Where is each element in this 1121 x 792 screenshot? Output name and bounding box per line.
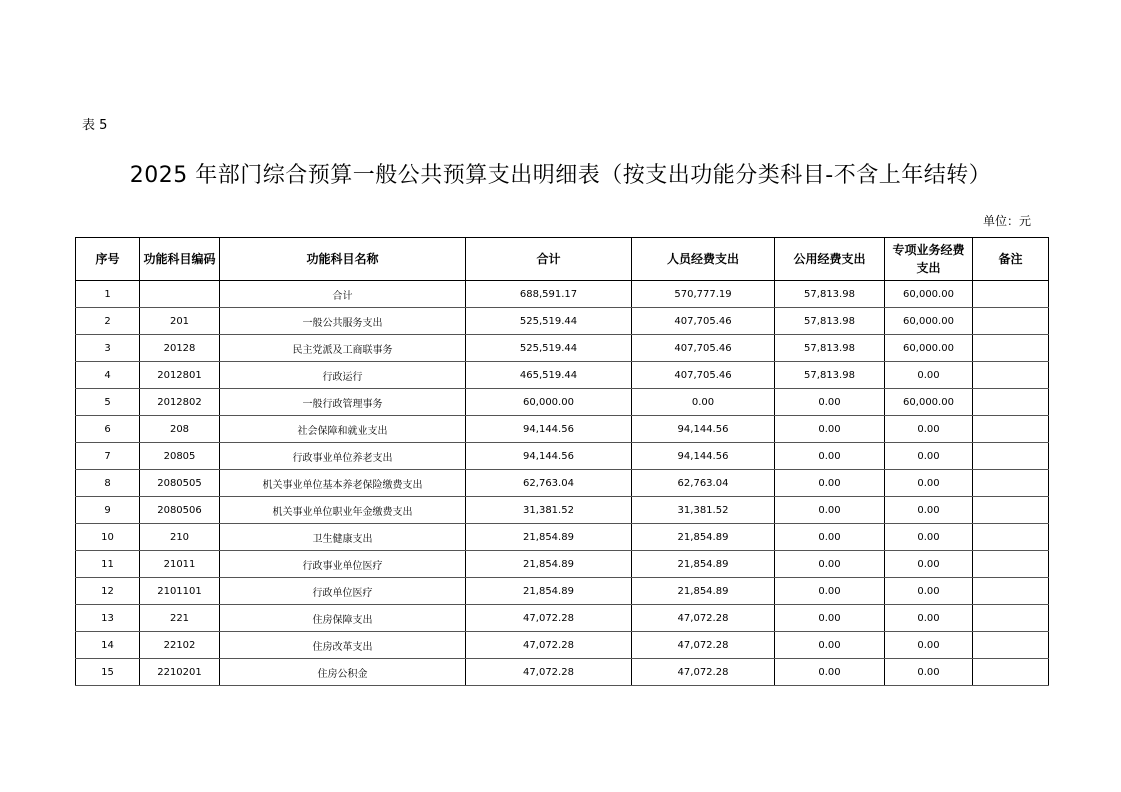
header-seq: 序号 [76, 238, 140, 281]
cell-personnel: 570,777.19 [632, 281, 775, 308]
table-row [76, 308, 1049, 335]
cell-special: 0.00 [885, 443, 973, 470]
cell-remark [973, 308, 1049, 335]
table-row [76, 659, 1049, 686]
cell-total: 94,144.56 [466, 443, 632, 470]
table-row [76, 632, 1049, 659]
cell-personnel: 94,144.56 [632, 416, 775, 443]
cell-personnel: 0.00 [632, 389, 775, 416]
table-row [76, 578, 1049, 605]
table-row [76, 497, 1049, 524]
cell-personnel: 94,144.56 [632, 443, 775, 470]
cell-remark [973, 362, 1049, 389]
cell-total: 62,763.04 [466, 470, 632, 497]
cell-name: 卫生健康支出 [220, 524, 466, 551]
cell-code [140, 281, 220, 308]
budget-expenditure-table [75, 237, 1049, 686]
cell-special: 60,000.00 [885, 281, 973, 308]
cell-remark [973, 578, 1049, 605]
table-number-label: 表 5 [82, 118, 108, 133]
cell-public: 0.00 [775, 578, 885, 605]
cell-name: 行政运行 [220, 362, 466, 389]
cell-personnel: 21,854.89 [632, 578, 775, 605]
cell-public: 0.00 [775, 632, 885, 659]
cell-seq: 11 [76, 551, 140, 578]
cell-name: 民主党派及工商联事务 [220, 335, 466, 362]
cell-total: 94,144.56 [466, 416, 632, 443]
cell-public: 57,813.98 [775, 335, 885, 362]
cell-name: 一般行政管理事务 [220, 389, 466, 416]
table-body [76, 281, 1049, 686]
table-row [76, 470, 1049, 497]
cell-remark [973, 497, 1049, 524]
cell-name: 住房改革支出 [220, 632, 466, 659]
cell-name: 社会保障和就业支出 [220, 416, 466, 443]
cell-public: 0.00 [775, 443, 885, 470]
cell-remark [973, 281, 1049, 308]
cell-personnel: 407,705.46 [632, 335, 775, 362]
cell-seq: 3 [76, 335, 140, 362]
cell-seq: 4 [76, 362, 140, 389]
cell-seq: 10 [76, 524, 140, 551]
cell-name: 合计 [220, 281, 466, 308]
cell-seq: 6 [76, 416, 140, 443]
cell-name: 机关事业单位职业年金缴费支出 [220, 497, 466, 524]
cell-special: 0.00 [885, 632, 973, 659]
cell-total: 21,854.89 [466, 551, 632, 578]
cell-special: 60,000.00 [885, 308, 973, 335]
cell-special: 0.00 [885, 578, 973, 605]
cell-personnel: 31,381.52 [632, 497, 775, 524]
cell-code: 21011 [140, 551, 220, 578]
cell-seq: 5 [76, 389, 140, 416]
table-row [76, 551, 1049, 578]
cell-remark [973, 551, 1049, 578]
header-remark: 备注 [973, 238, 1049, 281]
cell-remark [973, 416, 1049, 443]
table-row [76, 524, 1049, 551]
cell-public: 0.00 [775, 470, 885, 497]
table-row [76, 281, 1049, 308]
cell-code: 20805 [140, 443, 220, 470]
cell-total: 688,591.17 [466, 281, 632, 308]
table-row [76, 335, 1049, 362]
cell-personnel: 47,072.28 [632, 659, 775, 686]
cell-seq: 12 [76, 578, 140, 605]
cell-code: 22102 [140, 632, 220, 659]
cell-code: 210 [140, 524, 220, 551]
cell-total: 47,072.28 [466, 605, 632, 632]
cell-remark [973, 335, 1049, 362]
cell-special: 0.00 [885, 470, 973, 497]
cell-public: 0.00 [775, 416, 885, 443]
cell-special: 60,000.00 [885, 335, 973, 362]
cell-public: 0.00 [775, 605, 885, 632]
cell-total: 21,854.89 [466, 578, 632, 605]
cell-special: 0.00 [885, 497, 973, 524]
cell-seq: 15 [76, 659, 140, 686]
table-row [76, 416, 1049, 443]
cell-name: 住房公积金 [220, 659, 466, 686]
cell-remark [973, 659, 1049, 686]
cell-personnel: 47,072.28 [632, 605, 775, 632]
cell-total: 465,519.44 [466, 362, 632, 389]
cell-code: 221 [140, 605, 220, 632]
cell-code: 2080506 [140, 497, 220, 524]
cell-code: 201 [140, 308, 220, 335]
cell-seq: 2 [76, 308, 140, 335]
cell-name: 一般公共服务支出 [220, 308, 466, 335]
cell-code: 20128 [140, 335, 220, 362]
header-name: 功能科目名称 [220, 238, 466, 281]
cell-total: 60,000.00 [466, 389, 632, 416]
cell-special: 0.00 [885, 362, 973, 389]
unit-label: 单位：元 [982, 214, 1031, 228]
cell-public: 0.00 [775, 497, 885, 524]
cell-special: 0.00 [885, 524, 973, 551]
cell-personnel: 407,705.46 [632, 308, 775, 335]
table-row [76, 389, 1049, 416]
table-row [76, 362, 1049, 389]
cell-code: 2012802 [140, 389, 220, 416]
cell-personnel: 407,705.46 [632, 362, 775, 389]
cell-total: 525,519.44 [466, 308, 632, 335]
cell-personnel: 47,072.28 [632, 632, 775, 659]
cell-public: 0.00 [775, 389, 885, 416]
cell-seq: 7 [76, 443, 140, 470]
cell-special: 0.00 [885, 659, 973, 686]
header-special: 专项业务经费支出 [885, 238, 973, 281]
cell-name: 住房保障支出 [220, 605, 466, 632]
cell-public: 57,813.98 [775, 308, 885, 335]
table-row [76, 605, 1049, 632]
cell-public: 57,813.98 [775, 281, 885, 308]
cell-seq: 8 [76, 470, 140, 497]
cell-public: 0.00 [775, 551, 885, 578]
cell-public: 0.00 [775, 659, 885, 686]
cell-special: 0.00 [885, 416, 973, 443]
page-title: 2025 年部门综合预算一般公共预算支出明细表（按支出功能分类科目-不含上年结转） [129, 163, 992, 188]
cell-name: 行政事业单位养老支出 [220, 443, 466, 470]
cell-name: 行政单位医疗 [220, 578, 466, 605]
cell-code: 208 [140, 416, 220, 443]
cell-name: 行政事业单位医疗 [220, 551, 466, 578]
cell-total: 21,854.89 [466, 524, 632, 551]
cell-code: 2080505 [140, 470, 220, 497]
cell-remark [973, 524, 1049, 551]
cell-total: 47,072.28 [466, 659, 632, 686]
cell-remark [973, 389, 1049, 416]
cell-remark [973, 443, 1049, 470]
cell-special: 0.00 [885, 551, 973, 578]
cell-special: 60,000.00 [885, 389, 973, 416]
cell-code: 2101101 [140, 578, 220, 605]
cell-seq: 14 [76, 632, 140, 659]
cell-personnel: 62,763.04 [632, 470, 775, 497]
header-code: 功能科目编码 [140, 238, 220, 281]
cell-code: 2210201 [140, 659, 220, 686]
cell-public: 57,813.98 [775, 362, 885, 389]
cell-remark [973, 470, 1049, 497]
table-row [76, 443, 1049, 470]
cell-seq: 1 [76, 281, 140, 308]
cell-seq: 13 [76, 605, 140, 632]
cell-seq: 9 [76, 497, 140, 524]
cell-personnel: 21,854.89 [632, 551, 775, 578]
cell-personnel: 21,854.89 [632, 524, 775, 551]
cell-code: 2012801 [140, 362, 220, 389]
header-personnel: 人员经费支出 [632, 238, 775, 281]
header-total: 合计 [466, 238, 632, 281]
cell-total: 31,381.52 [466, 497, 632, 524]
cell-public: 0.00 [775, 524, 885, 551]
cell-total: 525,519.44 [466, 335, 632, 362]
cell-remark [973, 632, 1049, 659]
cell-remark [973, 605, 1049, 632]
cell-total: 47,072.28 [466, 632, 632, 659]
table-header-row [76, 238, 1049, 281]
header-public: 公用经费支出 [775, 238, 885, 281]
cell-name: 机关事业单位基本养老保险缴费支出 [220, 470, 466, 497]
cell-special: 0.00 [885, 605, 973, 632]
